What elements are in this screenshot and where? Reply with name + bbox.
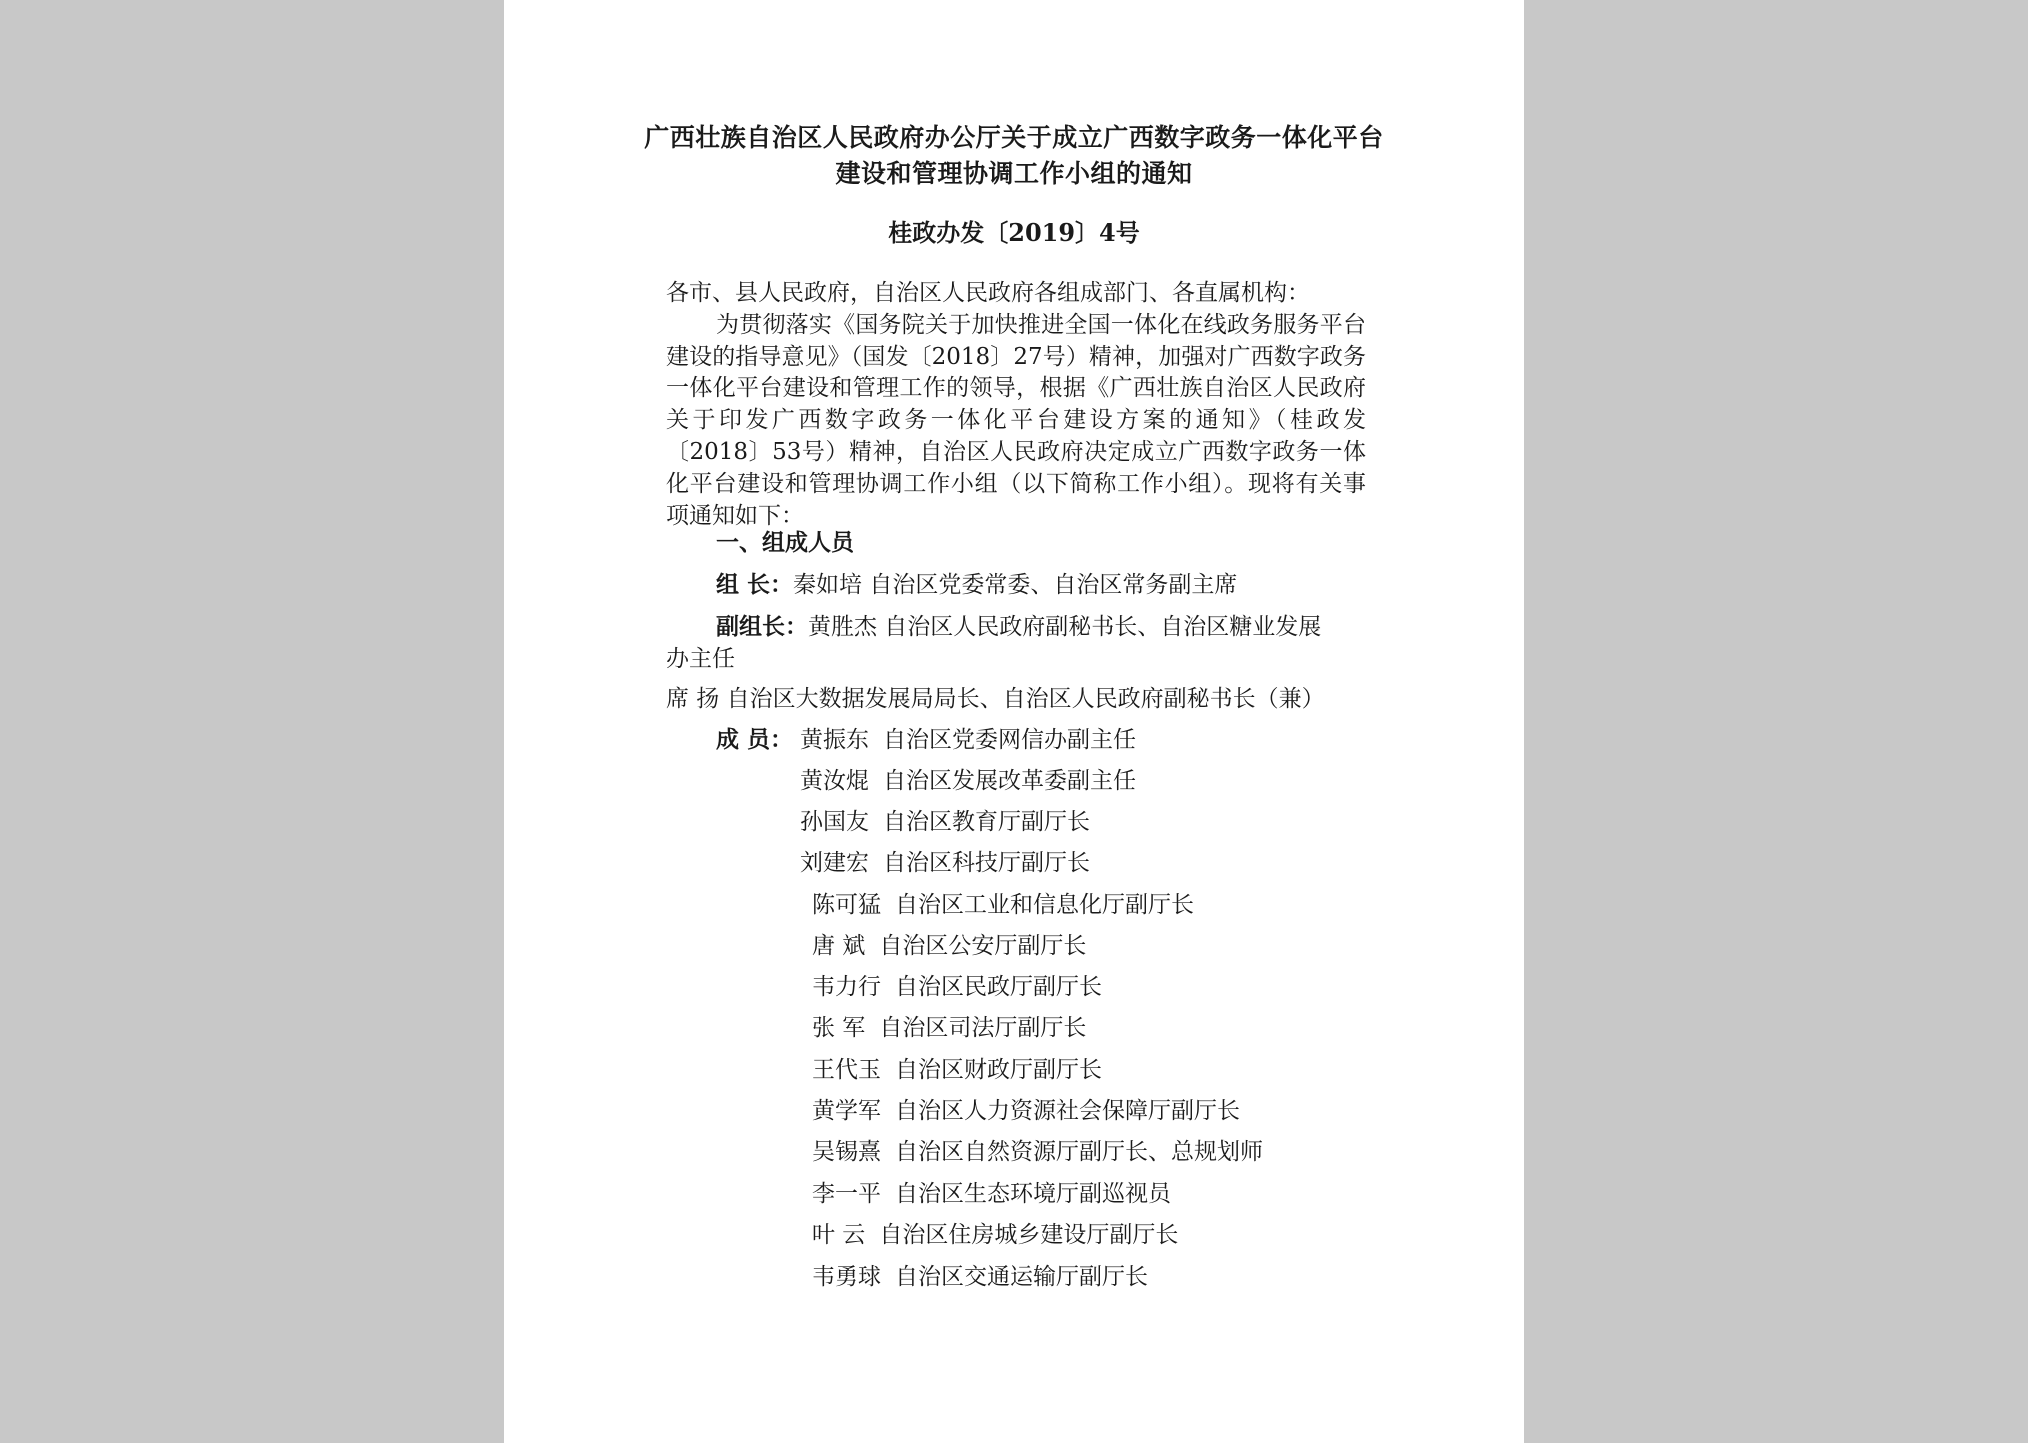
member-row [800, 806, 1090, 838]
member-role: 自治区教育厅副厅长 [883, 809, 1090, 835]
member-role: 自治区财政厅副厅长 [895, 1057, 1102, 1083]
member-row [800, 765, 1136, 797]
member-row [812, 971, 1102, 1003]
document-page [504, 0, 1524, 1443]
member-name: 唐 斌 [812, 933, 866, 959]
member-row [812, 1136, 1263, 1168]
member-name: 韦勇球 [812, 1264, 881, 1290]
member-name: 李一平 [812, 1181, 881, 1207]
member-name: 张 军 [812, 1015, 866, 1041]
member-role: 自治区生态环境厅副巡视员 [895, 1181, 1171, 1207]
deputy-label: 副组长： [716, 613, 808, 640]
deputy-row-1-continued: 办主任 [666, 646, 735, 672]
member-row [812, 1219, 1178, 1251]
deputy1-text: 黄胜杰 自治区人民政府副秘书长、自治区糖业发展 [808, 614, 1322, 640]
leader-label: 组 长： [716, 571, 794, 598]
member-name: 陈可猛 [812, 892, 881, 918]
deputy-row-2: 席 扬 自治区大数据发展局局长、自治区人民政府副秘书长（兼） [666, 686, 1325, 712]
member-name: 刘建宏 [800, 850, 869, 876]
salutation: 各市、县人民政府，自治区人民政府各组成部门、各直属机构： [666, 280, 1310, 306]
member-role: 自治区人力资源社会保障厅副厅长 [895, 1098, 1240, 1124]
member-name: 叶 云 [812, 1222, 866, 1248]
member-row [812, 1054, 1102, 1086]
document-title-line2: 建设和管理协调工作小组的通知 [835, 159, 1193, 188]
member-role: 自治区自然资源厅副厅长、总规划师 [895, 1139, 1263, 1165]
member-role: 自治区民政厅副厅长 [895, 974, 1102, 1000]
member-row [812, 889, 1194, 921]
deputy-row-1 [716, 611, 1321, 643]
member-name: 黄学军 [812, 1098, 881, 1124]
leader-text: 秦如培 自治区党委常委、自治区常务副主席 [793, 572, 1238, 598]
member-name: 孙国友 [800, 809, 869, 835]
paragraph-intro: 为贯彻落实《国务院关于加快推进全国一体化在线政务服务平台建设的指导意见》（国发〔2018〕27号）精神，加强对广西数字政务一体化平台建设和管理工作的领导，根据《广西壮族自治区人民政府关于印发广西数字政务一体化平台建设方案的通知》（桂政发〔2018〕53号）精神，自治区人民政府决定成立广西数字政务一体化平台建设和管理协调工作小组（以下简称工作小组）。现将有关事项通知如下： [666, 311, 1366, 529]
member-role: 自治区发展改革委副主任 [883, 768, 1136, 794]
member-role: 自治区科技厅副厅长 [883, 850, 1090, 876]
member-row [812, 1012, 1086, 1044]
member-role: 自治区公安厅副厅长 [879, 933, 1087, 959]
document-title-line1: 广西壮族自治区人民政府办公厅关于成立广西数字政务一体化平台 [644, 123, 1384, 152]
member-name: 黄振东 [800, 727, 869, 753]
member-row [812, 930, 1086, 962]
member-role: 自治区交通运输厅副厅长 [895, 1264, 1148, 1290]
member-role: 自治区工业和信息化厅副厅长 [895, 892, 1194, 918]
member-row [800, 847, 1090, 879]
document-body [666, 278, 1366, 532]
member-row [800, 724, 1136, 756]
member-name: 韦力行 [812, 974, 881, 1000]
member-row [812, 1095, 1240, 1127]
member-name: 黄汝焜 [800, 768, 869, 794]
section-heading-members: 一、组成人员 [716, 529, 854, 556]
member-name: 王代玉 [812, 1057, 881, 1083]
member-row [812, 1261, 1148, 1293]
member-role: 自治区住房城乡建设厅副厅长 [879, 1222, 1179, 1248]
document-number: 桂政办发〔2019〕4号 [888, 218, 1140, 247]
member-row [812, 1178, 1171, 1210]
member-role: 自治区党委网信办副主任 [883, 727, 1136, 753]
members-label: 成 员： [716, 726, 794, 753]
leader-row [716, 569, 1237, 601]
member-role: 自治区司法厅副厅长 [879, 1015, 1087, 1041]
member-name: 吴锡熹 [812, 1139, 881, 1165]
